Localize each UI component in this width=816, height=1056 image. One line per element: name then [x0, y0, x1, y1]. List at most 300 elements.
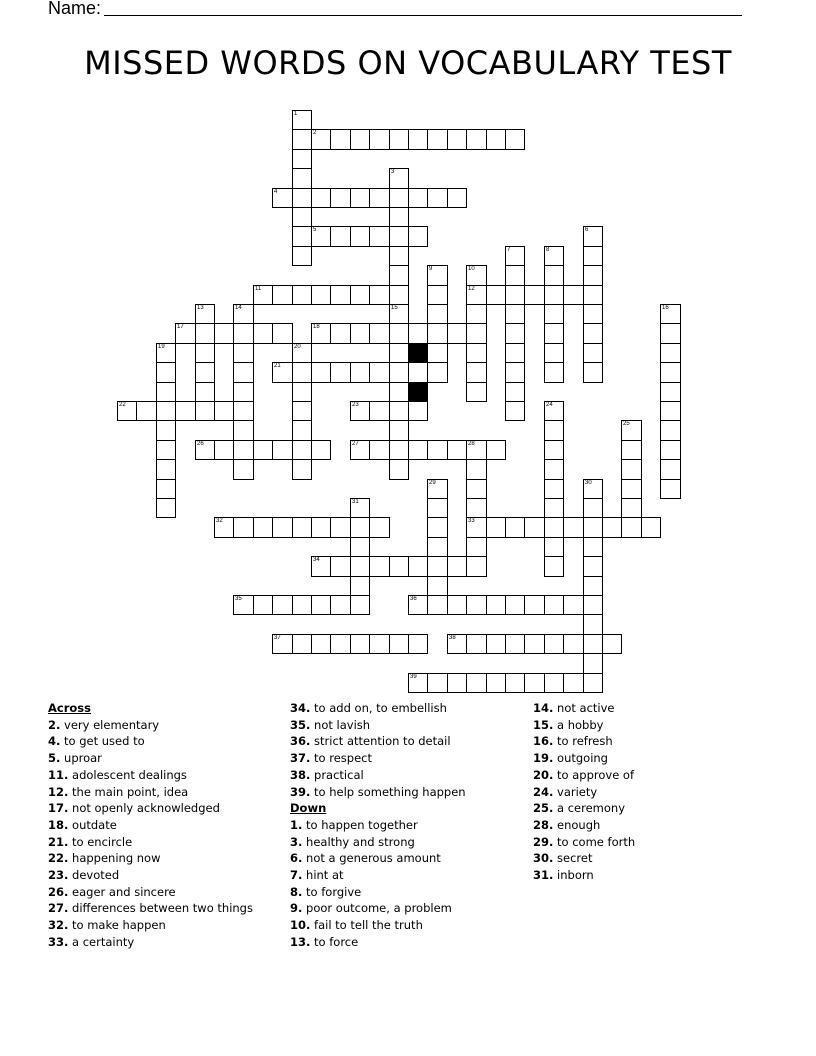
- clue-item: [533, 850, 635, 867]
- grid-cell[interactable]: [272, 517, 293, 538]
- grid-cell[interactable]: [505, 401, 525, 421]
- grid-cell[interactable]: [641, 517, 661, 538]
- grid-cell[interactable]: [466, 285, 487, 305]
- grid-cell[interactable]: [350, 537, 370, 557]
- grid-cell[interactable]: [466, 323, 487, 344]
- grid-cell[interactable]: [389, 440, 409, 460]
- grid-cell[interactable]: [447, 595, 467, 615]
- grid-cell[interactable]: [389, 129, 409, 150]
- grid-cell[interactable]: [156, 420, 176, 441]
- grid-cell[interactable]: [583, 285, 603, 305]
- clue-item-number: 24.: [533, 784, 554, 799]
- grid-cell[interactable]: [660, 304, 681, 324]
- clue-item-number: 27.: [48, 901, 69, 916]
- grid-cell[interactable]: [660, 343, 681, 363]
- grid-cell[interactable]: [447, 556, 467, 577]
- grid-cell[interactable]: [253, 595, 273, 615]
- grid-cell[interactable]: [486, 673, 506, 693]
- clue-item-text: adolescent dealings: [68, 767, 187, 782]
- grid-cell[interactable]: [544, 420, 564, 441]
- grid-cell[interactable]: [156, 362, 176, 383]
- grid-cell[interactable]: [563, 673, 584, 693]
- grid-cell[interactable]: [369, 285, 390, 305]
- grid-cell[interactable]: [350, 285, 370, 305]
- grid-cell[interactable]: [486, 634, 506, 654]
- grid-cell[interactable]: [524, 673, 545, 693]
- clue-number: 19: [158, 344, 165, 350]
- grid-cell[interactable]: [583, 323, 603, 344]
- grid-cell[interactable]: [330, 362, 351, 383]
- grid-cell[interactable]: [389, 323, 409, 344]
- grid-cell[interactable]: [660, 401, 681, 421]
- grid-cell[interactable]: [311, 440, 331, 460]
- grid-cell[interactable]: [311, 323, 331, 344]
- grid-cell[interactable]: [156, 401, 176, 421]
- grid-cell[interactable]: [195, 382, 215, 402]
- grid-cell[interactable]: [583, 614, 603, 635]
- grid-cell[interactable]: [563, 634, 584, 654]
- grid-cell[interactable]: [524, 634, 545, 654]
- grid-cell[interactable]: [660, 420, 681, 441]
- grid-cell[interactable]: [292, 110, 312, 130]
- grid-cell[interactable]: [427, 479, 448, 499]
- grid-cell[interactable]: [505, 362, 525, 383]
- grid-cell[interactable]: [175, 323, 196, 344]
- grid-cell[interactable]: [447, 634, 467, 654]
- grid-cell[interactable]: [369, 556, 390, 577]
- grid-cell[interactable]: [389, 188, 409, 208]
- grid-cell[interactable]: [427, 343, 448, 363]
- grid-cell[interactable]: [505, 304, 525, 324]
- grid-cell[interactable]: [330, 323, 351, 344]
- grid-cell[interactable]: [350, 323, 370, 344]
- grid-cell[interactable]: [369, 226, 390, 247]
- grid-cell[interactable]: [583, 498, 603, 518]
- grid-cell[interactable]: [369, 440, 390, 460]
- grid-cell[interactable]: [175, 401, 196, 421]
- grid-cell[interactable]: [486, 129, 506, 150]
- grid-cell[interactable]: [583, 634, 603, 654]
- grid-cell[interactable]: [330, 634, 351, 654]
- grid-cell[interactable]: [544, 304, 564, 324]
- grid-cell[interactable]: [350, 440, 370, 460]
- grid-cell[interactable]: [253, 517, 273, 538]
- grid-cell[interactable]: [447, 440, 467, 460]
- grid-cell[interactable]: [583, 265, 603, 286]
- grid-cell[interactable]: [233, 595, 254, 615]
- grid-cell[interactable]: [195, 304, 215, 324]
- grid-cell[interactable]: [330, 517, 351, 538]
- grid-cell[interactable]: [156, 382, 176, 402]
- grid-cell[interactable]: [408, 188, 428, 208]
- grid-cell[interactable]: [195, 362, 215, 383]
- grid-cell[interactable]: [544, 459, 564, 480]
- clue-item: [48, 717, 253, 734]
- grid-cell[interactable]: [544, 323, 564, 344]
- grid-cell[interactable]: [583, 537, 603, 557]
- grid-cell[interactable]: [583, 556, 603, 577]
- grid-cell[interactable]: [563, 285, 584, 305]
- grid-cell[interactable]: [408, 634, 428, 654]
- grid-cell[interactable]: [466, 459, 487, 480]
- grid-cell[interactable]: [583, 246, 603, 266]
- grid-cell[interactable]: [524, 285, 545, 305]
- clue-item: [290, 700, 466, 717]
- grid-cell[interactable]: [447, 323, 467, 344]
- grid-cell[interactable]: [350, 517, 370, 538]
- grid-cell[interactable]: [272, 285, 293, 305]
- grid-cell[interactable]: [505, 673, 525, 693]
- grid-cell[interactable]: [233, 304, 254, 324]
- grid-cell[interactable]: [350, 576, 370, 596]
- grid-cell[interactable]: [544, 517, 564, 538]
- grid-cell[interactable]: [350, 595, 370, 615]
- grid-cell[interactable]: [427, 129, 448, 150]
- grid-cell[interactable]: [427, 304, 448, 324]
- grid-cell[interactable]: [156, 459, 176, 480]
- grid-cell[interactable]: [505, 265, 525, 286]
- grid-cell[interactable]: [660, 362, 681, 383]
- grid-cell[interactable]: [621, 440, 642, 460]
- grid-cell[interactable]: [466, 556, 487, 577]
- grid-cell[interactable]: [389, 382, 409, 402]
- grid-cell[interactable]: [544, 440, 564, 460]
- grid-cell[interactable]: [466, 129, 487, 150]
- grid-cell[interactable]: [272, 634, 293, 654]
- grid-cell[interactable]: [369, 401, 390, 421]
- grid-cell[interactable]: [233, 382, 254, 402]
- grid-cell[interactable]: [621, 498, 642, 518]
- grid-cell[interactable]: [447, 188, 467, 208]
- grid-cell[interactable]: [292, 226, 312, 247]
- grid-cell[interactable]: [350, 362, 370, 383]
- grid-cell[interactable]: [544, 556, 564, 577]
- grid-cell[interactable]: [427, 537, 448, 557]
- clues-column-1: [48, 700, 253, 951]
- grid-cell[interactable]: [195, 401, 215, 421]
- grid-cell[interactable]: [544, 479, 564, 499]
- grid-cell[interactable]: [505, 246, 525, 266]
- grid-cell[interactable]: [427, 673, 448, 693]
- grid-cell[interactable]: [350, 634, 370, 654]
- clue-item: [48, 934, 253, 951]
- clue-item-number: 28.: [533, 817, 554, 832]
- grid-cell[interactable]: [544, 673, 564, 693]
- grid-cell[interactable]: [272, 323, 293, 344]
- clue-item: [48, 784, 253, 801]
- grid-cell[interactable]: [486, 517, 506, 538]
- grid-cell[interactable]: [253, 285, 273, 305]
- clue-number: 37: [274, 635, 281, 641]
- grid-cell[interactable]: [408, 226, 428, 247]
- grid-cell[interactable]: [311, 634, 331, 654]
- grid-cell[interactable]: [272, 595, 293, 615]
- grid-cell[interactable]: [292, 382, 312, 402]
- grid-cell[interactable]: [233, 323, 254, 344]
- grid-cell[interactable]: [156, 479, 176, 499]
- grid-cell[interactable]: [408, 440, 428, 460]
- grid-cell[interactable]: [233, 440, 254, 460]
- grid-cell[interactable]: [583, 362, 603, 383]
- grid-cell[interactable]: [505, 129, 525, 150]
- grid-cell[interactable]: [427, 576, 448, 596]
- grid-cell[interactable]: [427, 285, 448, 305]
- grid-cell[interactable]: [466, 304, 487, 324]
- grid-cell[interactable]: [292, 362, 312, 383]
- grid-cell[interactable]: [330, 129, 351, 150]
- grid-cell[interactable]: [408, 362, 428, 383]
- grid-cell[interactable]: [272, 188, 293, 208]
- grid-cell[interactable]: [660, 459, 681, 480]
- grid-cell[interactable]: [602, 634, 622, 654]
- grid-cell[interactable]: [408, 401, 428, 421]
- grid-cell[interactable]: [311, 129, 331, 150]
- grid-cell[interactable]: [505, 382, 525, 402]
- grid-cell[interactable]: [466, 634, 487, 654]
- grid-cell[interactable]: [233, 517, 254, 538]
- grid-cell[interactable]: [311, 226, 331, 247]
- grid-cell[interactable]: [544, 595, 564, 615]
- grid-cell[interactable]: [466, 498, 487, 518]
- grid-cell[interactable]: [214, 401, 234, 421]
- grid-cell[interactable]: [427, 517, 448, 538]
- grid-cell[interactable]: [583, 226, 603, 247]
- grid-cell[interactable]: [292, 420, 312, 441]
- grid-cell[interactable]: [350, 401, 370, 421]
- grid-cell[interactable]: [583, 653, 603, 674]
- grid-cell[interactable]: [505, 634, 525, 654]
- clue-item-text: devoted: [68, 868, 120, 883]
- grid-cell[interactable]: [369, 323, 390, 344]
- grid-cell[interactable]: [350, 226, 370, 247]
- grid-cell[interactable]: [505, 517, 525, 538]
- grid-cell[interactable]: [447, 129, 467, 150]
- grid-cell[interactable]: [389, 207, 409, 227]
- grid-cell[interactable]: [660, 323, 681, 344]
- grid-cell[interactable]: [466, 479, 487, 499]
- grid-cell[interactable]: [156, 440, 176, 460]
- grid-cell[interactable]: [292, 285, 312, 305]
- grid-cell[interactable]: [466, 343, 487, 363]
- grid-cell[interactable]: [583, 576, 603, 596]
- grid-cell[interactable]: [389, 226, 409, 247]
- grid-cell[interactable]: [427, 265, 448, 286]
- grid-cell[interactable]: [233, 401, 254, 421]
- grid-cell[interactable]: [369, 517, 390, 538]
- clue-item: [48, 850, 253, 867]
- grid-cell[interactable]: [117, 401, 137, 421]
- grid-cell[interactable]: [253, 323, 273, 344]
- grid-cell[interactable]: [330, 226, 351, 247]
- grid-cell[interactable]: [447, 673, 467, 693]
- grid-cell[interactable]: [195, 323, 215, 344]
- grid-cell[interactable]: [330, 188, 351, 208]
- grid-cell[interactable]: [621, 420, 642, 441]
- grid-cell[interactable]: [505, 343, 525, 363]
- grid-cell[interactable]: [350, 498, 370, 518]
- grid-cell[interactable]: [389, 285, 409, 305]
- grid-cell[interactable]: [427, 362, 448, 383]
- grid-cell[interactable]: [408, 673, 428, 693]
- grid-cell[interactable]: [369, 634, 390, 654]
- clue-item: [290, 733, 466, 750]
- grid-cell[interactable]: [195, 440, 215, 460]
- grid-cell[interactable]: [292, 343, 312, 363]
- grid-cell[interactable]: [292, 168, 312, 189]
- grid-cell[interactable]: [350, 556, 370, 577]
- grid-cell[interactable]: [233, 459, 254, 480]
- grid-cell[interactable]: [389, 168, 409, 189]
- grid-cell[interactable]: [427, 440, 448, 460]
- grid-cell[interactable]: [272, 362, 293, 383]
- grid-cell[interactable]: [350, 129, 370, 150]
- grid-cell[interactable]: [544, 634, 564, 654]
- grid-cell[interactable]: [466, 382, 487, 402]
- grid-cell[interactable]: [544, 362, 564, 383]
- grid-cell[interactable]: [486, 595, 506, 615]
- grid-cell[interactable]: [214, 323, 234, 344]
- grid-cell[interactable]: [389, 634, 409, 654]
- grid-cell[interactable]: [583, 595, 603, 615]
- grid-cell[interactable]: [524, 517, 545, 538]
- clue-item: [533, 867, 635, 884]
- grid-cell[interactable]: [292, 188, 312, 208]
- grid-cell[interactable]: [563, 595, 584, 615]
- grid-cell[interactable]: [408, 556, 428, 577]
- grid-cell[interactable]: [311, 595, 331, 615]
- grid-cell[interactable]: [253, 440, 273, 460]
- grid-cell[interactable]: [292, 440, 312, 460]
- grid-cell[interactable]: [136, 401, 157, 421]
- grid-cell[interactable]: [156, 498, 176, 518]
- grid-cell[interactable]: [466, 595, 487, 615]
- grid-cell[interactable]: [621, 459, 642, 480]
- grid-cell[interactable]: [583, 673, 603, 693]
- grid-cell[interactable]: [389, 459, 409, 480]
- grid-cell[interactable]: [214, 517, 234, 538]
- grid-cell[interactable]: [233, 362, 254, 383]
- grid-cell[interactable]: [583, 343, 603, 363]
- grid-cell[interactable]: [524, 595, 545, 615]
- grid-cell[interactable]: [544, 246, 564, 266]
- grid-cell[interactable]: [408, 323, 428, 344]
- grid-cell[interactable]: [214, 440, 234, 460]
- clue-item-number: 4.: [48, 734, 61, 749]
- grid-cell[interactable]: [486, 440, 506, 460]
- grid-cell[interactable]: [389, 556, 409, 577]
- grid-cell[interactable]: [389, 362, 409, 383]
- clue-item-text: to forgive: [302, 884, 362, 899]
- grid-cell[interactable]: [466, 265, 487, 286]
- grid-cell[interactable]: [292, 246, 312, 266]
- grid-cell[interactable]: [544, 537, 564, 557]
- grid-cell[interactable]: [427, 595, 448, 615]
- grid-cell[interactable]: [408, 595, 428, 615]
- clue-number: 14: [235, 305, 242, 311]
- grid-cell[interactable]: [389, 304, 409, 324]
- clue-section-heading: Down: [290, 801, 327, 816]
- grid-cell[interactable]: [621, 517, 642, 538]
- grid-cell[interactable]: [156, 343, 176, 363]
- grid-cell[interactable]: [330, 285, 351, 305]
- grid-cell[interactable]: [292, 634, 312, 654]
- grid-cell[interactable]: [660, 382, 681, 402]
- grid-cell[interactable]: [544, 401, 564, 421]
- grid-cell[interactable]: [272, 440, 293, 460]
- grid-cell[interactable]: [292, 517, 312, 538]
- grid-cell[interactable]: [292, 207, 312, 227]
- grid-cell[interactable]: [544, 265, 564, 286]
- grid-cell[interactable]: [311, 517, 331, 538]
- grid-cell[interactable]: [389, 401, 409, 421]
- grid-cell[interactable]: [486, 285, 506, 305]
- grid-cell[interactable]: [389, 246, 409, 266]
- grid-cell[interactable]: [389, 265, 409, 286]
- grid-cell[interactable]: [195, 343, 215, 363]
- grid-cell[interactable]: [389, 343, 409, 363]
- grid-cell[interactable]: [544, 343, 564, 363]
- grid-cell[interactable]: [544, 498, 564, 518]
- grid-cell[interactable]: [369, 362, 390, 383]
- grid-cell[interactable]: [311, 285, 331, 305]
- grid-cell[interactable]: [292, 595, 312, 615]
- grid-cell[interactable]: [660, 440, 681, 460]
- grid-cell[interactable]: [233, 343, 254, 363]
- grid-cell[interactable]: [427, 498, 448, 518]
- grid-cell[interactable]: [660, 479, 681, 499]
- grid-cell[interactable]: [292, 129, 312, 150]
- clue-item: [290, 784, 466, 801]
- grid-cell[interactable]: [466, 673, 487, 693]
- grid-cell[interactable]: [505, 323, 525, 344]
- grid-cell[interactable]: [330, 556, 351, 577]
- grid-cell[interactable]: [602, 517, 622, 538]
- grid-cell[interactable]: [408, 129, 428, 150]
- grid-cell[interactable]: [466, 517, 487, 538]
- grid-cell[interactable]: [466, 362, 487, 383]
- grid-cell[interactable]: [583, 479, 603, 499]
- grid-cell[interactable]: [583, 304, 603, 324]
- grid-cell[interactable]: [427, 188, 448, 208]
- grid-cell[interactable]: [292, 149, 312, 169]
- grid-cell[interactable]: [544, 285, 564, 305]
- grid-cell[interactable]: [427, 323, 448, 344]
- grid-cell[interactable]: [583, 517, 603, 538]
- grid-cell[interactable]: [311, 188, 331, 208]
- grid-cell[interactable]: [311, 556, 331, 577]
- grid-cell[interactable]: [563, 517, 584, 538]
- grid-cell[interactable]: [369, 129, 390, 150]
- grid-cell[interactable]: [350, 188, 370, 208]
- clue-item-number: 21.: [48, 834, 69, 849]
- grid-cell[interactable]: [292, 459, 312, 480]
- grid-cell[interactable]: [311, 362, 331, 383]
- grid-cell[interactable]: [505, 595, 525, 615]
- grid-cell[interactable]: [330, 595, 351, 615]
- grid-cell[interactable]: [389, 420, 409, 441]
- grid-cell[interactable]: [466, 440, 487, 460]
- grid-cell[interactable]: [427, 556, 448, 577]
- clue-item-number: 25.: [533, 801, 554, 816]
- grid-cell[interactable]: [292, 401, 312, 421]
- grid-cell[interactable]: [233, 420, 254, 441]
- grid-cell[interactable]: [621, 479, 642, 499]
- clue-number: 18: [313, 324, 320, 330]
- grid-cell[interactable]: [369, 188, 390, 208]
- grid-cell[interactable]: [466, 537, 487, 557]
- grid-cell[interactable]: [505, 285, 525, 305]
- clue-item-number: 32.: [48, 918, 69, 933]
